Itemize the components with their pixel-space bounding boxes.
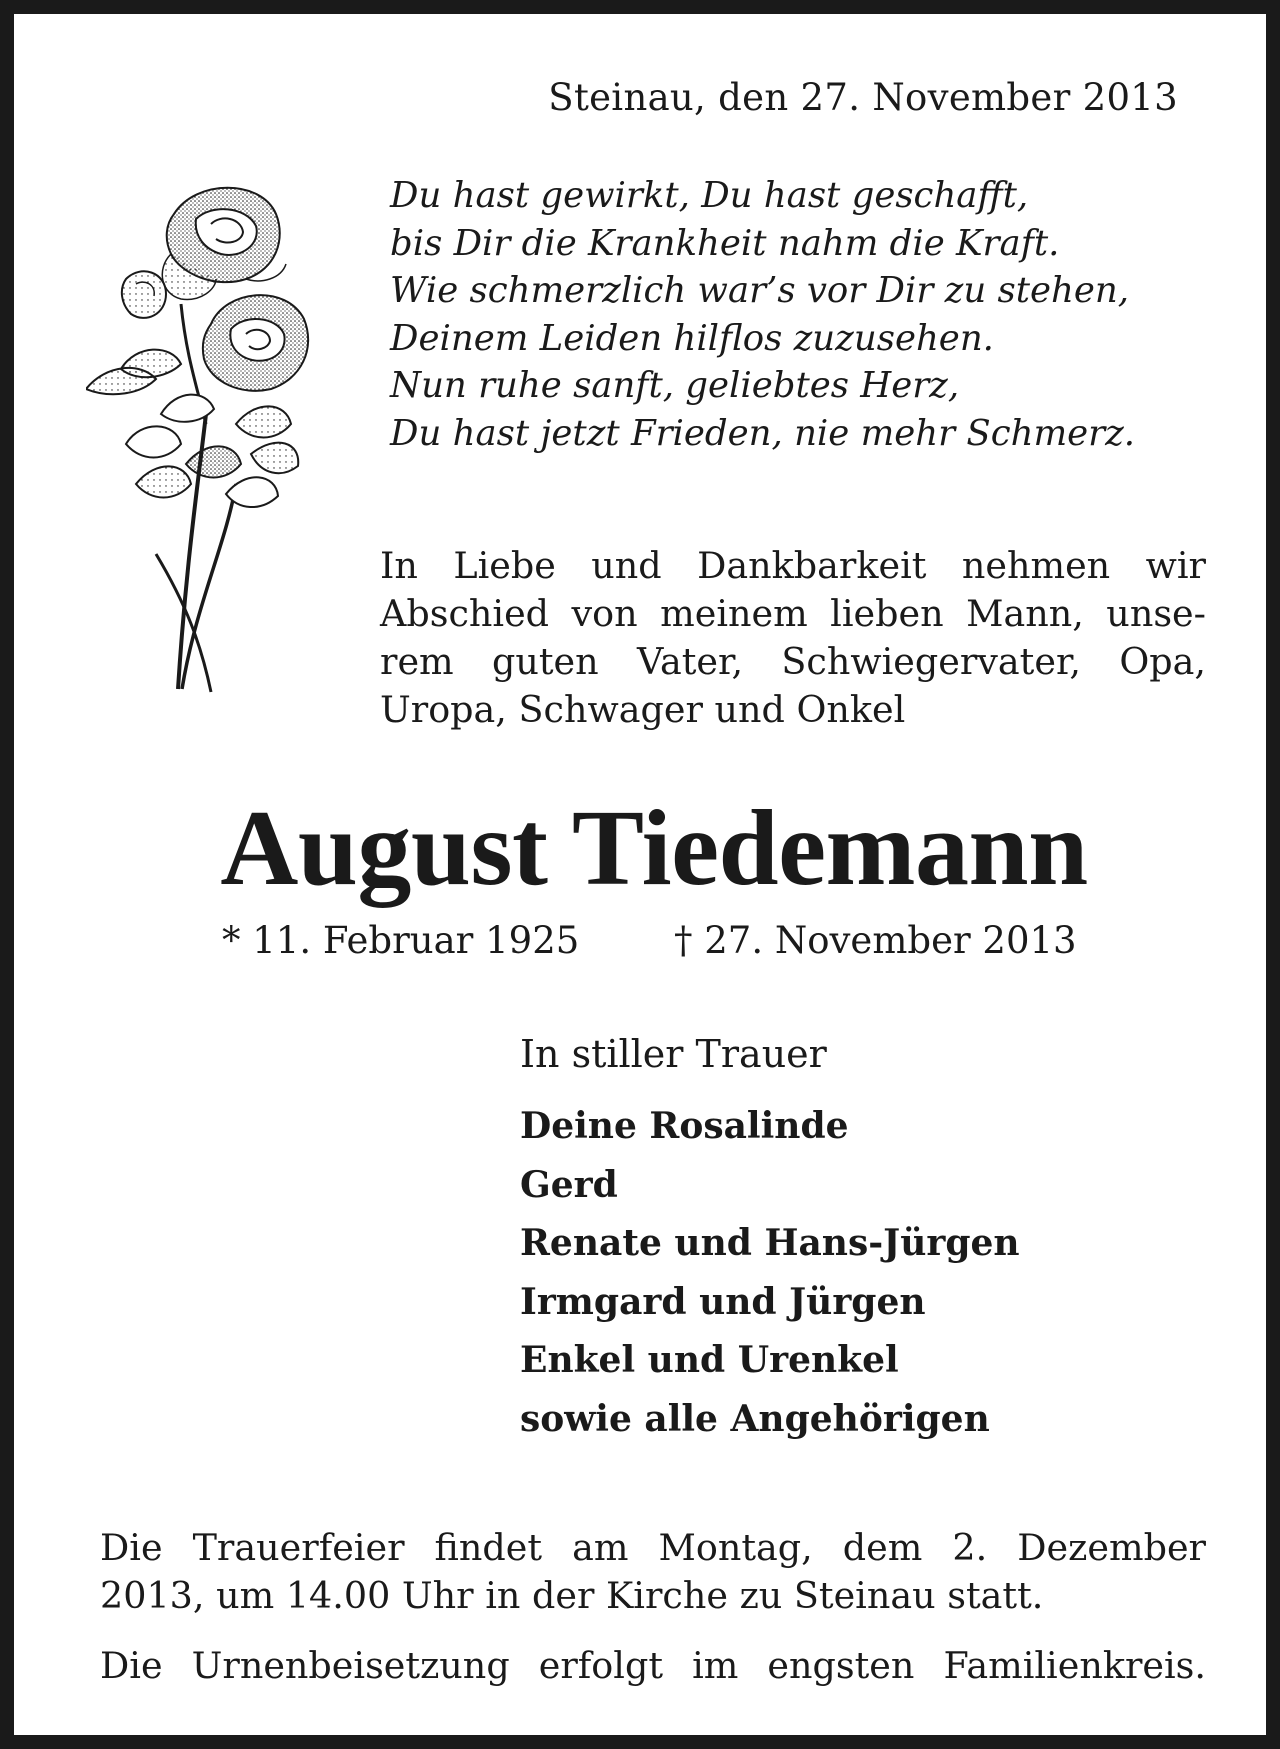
- lower-rose-flower: [203, 295, 308, 391]
- poem-line: Deinem Leiden hilflos zuzusehen.: [390, 317, 994, 359]
- rose-bud: [122, 271, 166, 318]
- upper-rose-flower: [162, 188, 286, 300]
- birth-date: * 11. Februar 1925: [222, 919, 580, 962]
- poem-line: Du hast jetzt Frieden, nie mehr Schmerz.: [390, 412, 1136, 454]
- poem-line: Nun ruhe sanft, geliebtes Herz,: [390, 365, 960, 406]
- poem-line: bis Dir die Krankheit nahm die Kraft.: [390, 222, 1060, 264]
- poem-line: Wie schmerzlich war’s vor Dir zu stehen,: [390, 270, 1129, 311]
- intro-line: Abschied von meinem lieben Mann, unse-: [380, 592, 1206, 635]
- mourner: Enkel und Urenkel: [520, 1339, 899, 1381]
- poem-line: Du hast gewirkt, Du hast geschafft,: [390, 175, 1029, 216]
- death-date: † 27. November 2013: [674, 919, 1077, 962]
- mourners-list: [520, 1097, 1020, 1448]
- life-dates: [14, 919, 1280, 969]
- mourner: Renate und Hans-Jürgen: [520, 1222, 1020, 1264]
- mourner: Gerd: [520, 1163, 618, 1206]
- place-date: Steinau, den 27. November 2013: [548, 76, 1178, 119]
- service-line: 2013, um 14.00 Uhr in der Kirche zu Steinau statt.: [100, 1574, 1044, 1617]
- mourning-intro: In stiller Trauer: [520, 1032, 827, 1076]
- poem: [390, 172, 1210, 457]
- burial-info: Die Urnenbeisetzung erfolgt im engsten Familienkreis.: [100, 1644, 1206, 1687]
- service-line: Die Trauerfeier findet am Montag, dem 2. Dezember: [100, 1526, 1206, 1569]
- intro-line: In Liebe und Dankbarkeit nehmen wir: [380, 544, 1206, 587]
- deceased-name: August Tiedemann: [220, 789, 1088, 908]
- rose-illustration: [86, 184, 346, 704]
- intro-line: Uropa, Schwager und Onkel: [380, 688, 906, 731]
- intro-line: rem guten Vater, Schwiegervater, Opa,: [380, 640, 1206, 683]
- mourner: sowie alle Angehörigen: [520, 1397, 990, 1440]
- farewell-intro: [380, 542, 1206, 734]
- mourner: Irmgard und Jürgen: [520, 1280, 926, 1323]
- funeral-service-info: [100, 1524, 1206, 1620]
- mourner: Deine Rosalinde: [520, 1105, 849, 1147]
